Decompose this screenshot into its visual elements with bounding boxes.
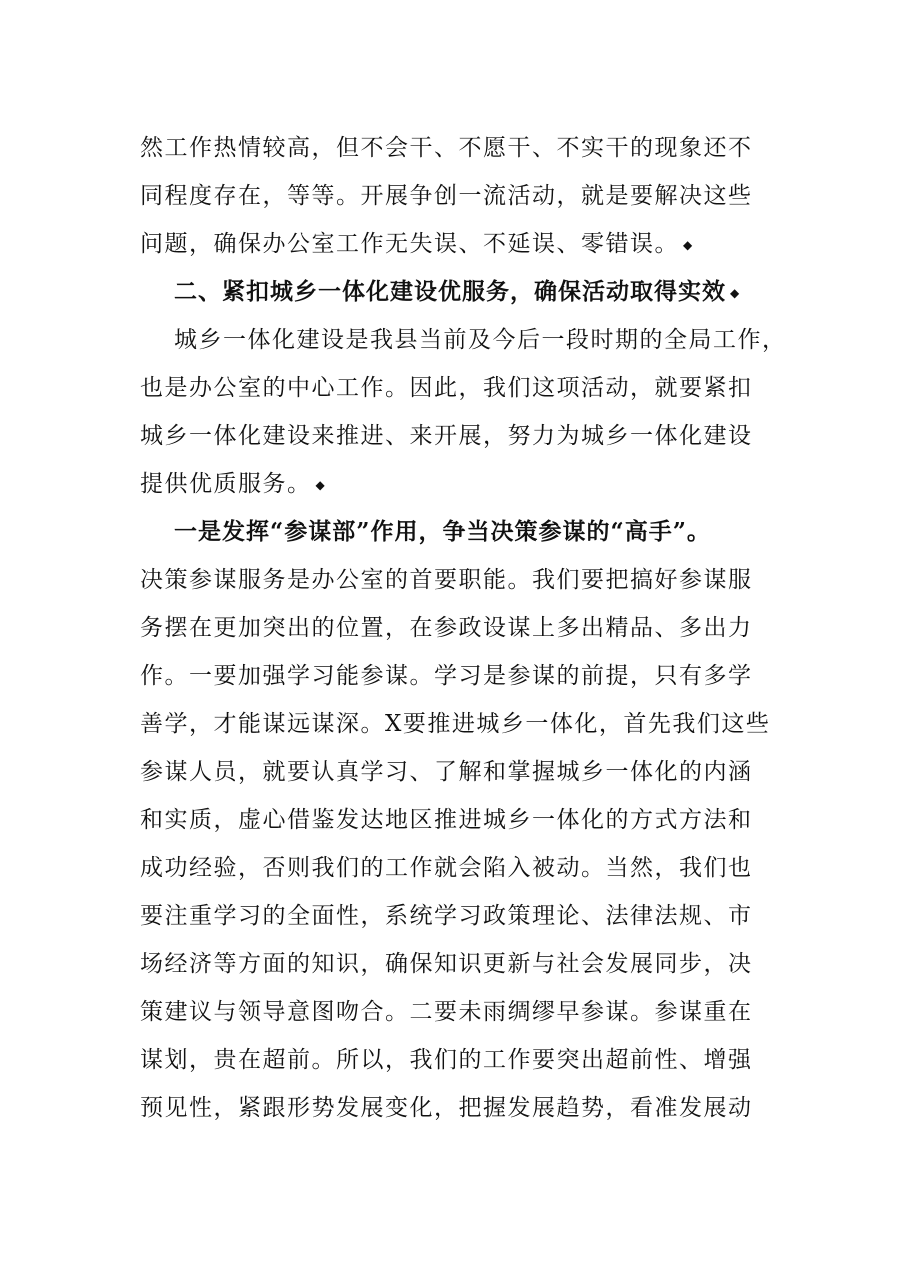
paragraph-3-line-5: 参谋人员，就要认真学习、了解和掌握城乡一体化的内涵 xyxy=(140,759,753,785)
paragraph-1-line-3-text: 问题，确保办公室工作无失误、不延误、零错误。 xyxy=(140,231,679,257)
section-heading-2-text: 二、紧扣城乡一体化建设优服务，确保活动取得实效 xyxy=(174,278,726,305)
paragraph-3-line-7: 成功经验，否则我们的工作就会陷入被动。当然，我们也 xyxy=(140,855,753,881)
paragraph-mark-icon: ◆ xyxy=(683,238,693,252)
paragraph-2 xyxy=(140,316,787,508)
section-heading-2 xyxy=(140,268,780,316)
paragraph-1-line-3 xyxy=(140,220,780,268)
paragraph-3-line-3: 作。一要加强学习能参谋。学习是参谋的前提，只有多学 xyxy=(140,663,753,689)
heading-mark-icon: ◆ xyxy=(730,286,740,300)
document-body xyxy=(140,124,787,1132)
paragraph-1-line-1: 然工作热情较高，但不会干、不愿干、不实干的现象还不 xyxy=(140,135,753,161)
paragraph-3-heading: 一是发挥“参谋部”作用，争当决策参谋的“高手”。 xyxy=(174,518,711,545)
paragraph-3-line-9: 场经济等方面的知识，确保知识更新与社会发展同步，决 xyxy=(140,951,753,977)
section-heading-2-line xyxy=(140,268,780,316)
paragraph-3-line-1: 决策参谋服务是办公室的首要职能。我们要把搞好参谋服 xyxy=(140,567,753,593)
paragraph-3-line-10: 策建议与领导意图吻合。二要未雨绸缪早参谋。参谋重在 xyxy=(140,999,753,1025)
paragraph-3-line-4: 善学，才能谋远谋深。X要推进城乡一体化，首先我们这些 xyxy=(140,711,771,737)
paragraph-1 xyxy=(140,124,780,268)
paragraph-3-line-6: 和实质，虚心借鉴发达地区推进城乡一体化的方式方法和 xyxy=(140,807,753,833)
paragraph-2-line-2: 也是办公室的中心工作。因此，我们这项活动，就要紧扣 xyxy=(140,375,753,401)
paragraph-3-line-12: 预见性，紧跟形势发展变化，把握发展趋势，看准发展动 xyxy=(140,1095,753,1121)
paragraph-2-line-1: 城乡一体化建设是我县当前及今后一段时期的全局工作， xyxy=(174,327,787,353)
paragraph-2-line-4 xyxy=(140,460,780,508)
paragraph-2-line-3: 城乡一体化建设来推进、来开展，努力为城乡一体化建设 xyxy=(140,423,753,449)
paragraph-2-line-4-text: 提供优质服务。 xyxy=(140,471,312,497)
paragraph-3-line-2: 务摆在更加突出的位置，在参政设谋上多出精品、多出力 xyxy=(140,615,753,641)
paragraph-mark-icon: ◆ xyxy=(315,478,325,492)
paragraph-3-line-8: 要注重学习的全面性，系统学习政策理论、法律法规、市 xyxy=(140,903,753,929)
paragraph-3-line-11: 谋划，贵在超前。所以，我们的工作要突出超前性、增强 xyxy=(140,1047,753,1073)
paragraph-1-line-2: 同程度存在，等等。开展争创一流活动，就是要解决这些 xyxy=(140,183,753,209)
paragraph-3 xyxy=(140,508,780,1132)
